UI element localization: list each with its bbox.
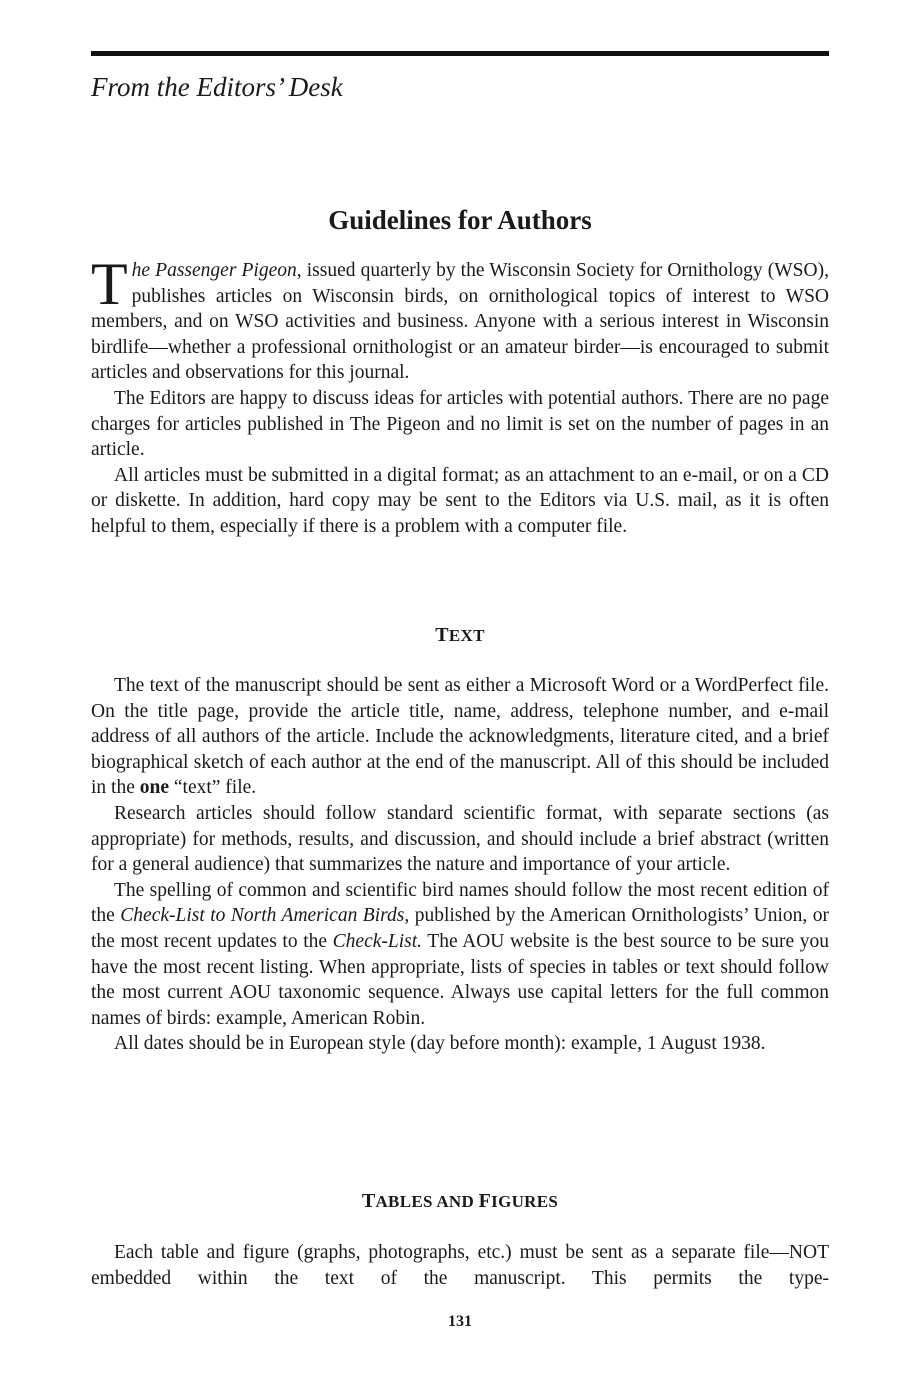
text-paragraph-3: The spelling of common and scientific bird names should follow the most recent edition of the Check-List to North American Birds, published by the American Ornithologists’ Union, or the most recent updates to the Check-List. The AOU website is the best source to be sure you have the most recent listing. When appropriate, lists of species in tables or text should follow the most current AOU taxonomic sequence. Always use capital letters for the full common names of birds: example, American Robin.	[91, 879, 829, 1029]
text-section-body	[91, 673, 829, 1057]
checklist-short-title: Check-List.	[332, 930, 423, 952]
text-paragraph-2: Research articles should follow standard scientific format, with separate sections (as appropriate) for methods, results, and discussion, and should include a brief abstract (written for a general audience) that summarizes the nature and importance of your article.	[91, 802, 829, 876]
journal-name: he Passenger Pigeon	[131, 260, 297, 281]
section-header: From the Editors’ Desk	[91, 72, 343, 102]
tables-section-body	[91, 1240, 829, 1291]
intro-text	[91, 251, 829, 540]
emphasis-one: one	[139, 777, 169, 799]
drop-cap: T	[91, 251, 128, 317]
intro-paragraph-1: The Passenger Pigeon, issued quarterly by the Wisconsin Society for Ornithology (WSO), publishes articles on Wisconsin birds, on ornithological topics of interest to WSO members, and on WSO activities and business. Anyone with a serious interest in Wisconsin birdlife—whether a professional ornithologist or an amateur birder—is encouraged to submit articles and observations for this journal.	[91, 251, 829, 384]
intro-paragraph-3: All articles must be submitted in a digital format; as an attachment to an e-mail, or on a CD or diskette. In addition, hard copy may be sent to the Editors via U.S. mail, as it is often helpful to them, especially if there is a problem with a computer file.	[91, 464, 829, 537]
top-rule	[91, 51, 829, 56]
checklist-title: Check-List to North American Birds	[120, 905, 405, 927]
text-paragraph-1: The text of the manuscript should be sent as either a Microsoft Word or a WordPerfect file. On the title page, provide the article title, name, address, telephone number, and e-mail address of all authors of the article. Include the acknowledgments, literature cited, and a brief biographical sketch of each author at the end of the manuscript. All of this should be included in the one “text” file.	[91, 675, 829, 799]
subhead-tables-and-figures: TABLES AND FIGURES	[361, 1190, 559, 1212]
text-paragraph-4: All dates should be in European style (day before month): example, 1 August 1938.	[114, 1033, 766, 1055]
tables-paragraph-1: Each table and figure (graphs, photographs, etc.) must be sent as a separate file—NOT embedded within the text of the manuscript. This permits the type-	[91, 1242, 829, 1289]
page-number: 131	[448, 1313, 472, 1330]
article-title: Guidelines for Authors	[328, 205, 592, 235]
subhead-text: TEXT	[435, 624, 485, 646]
intro-paragraph-2: The Editors are happy to discuss ideas for articles with potential authors. There are no page charges for articles published in The Pigeon and no limit is set on the number of pages in an article.	[91, 387, 829, 461]
